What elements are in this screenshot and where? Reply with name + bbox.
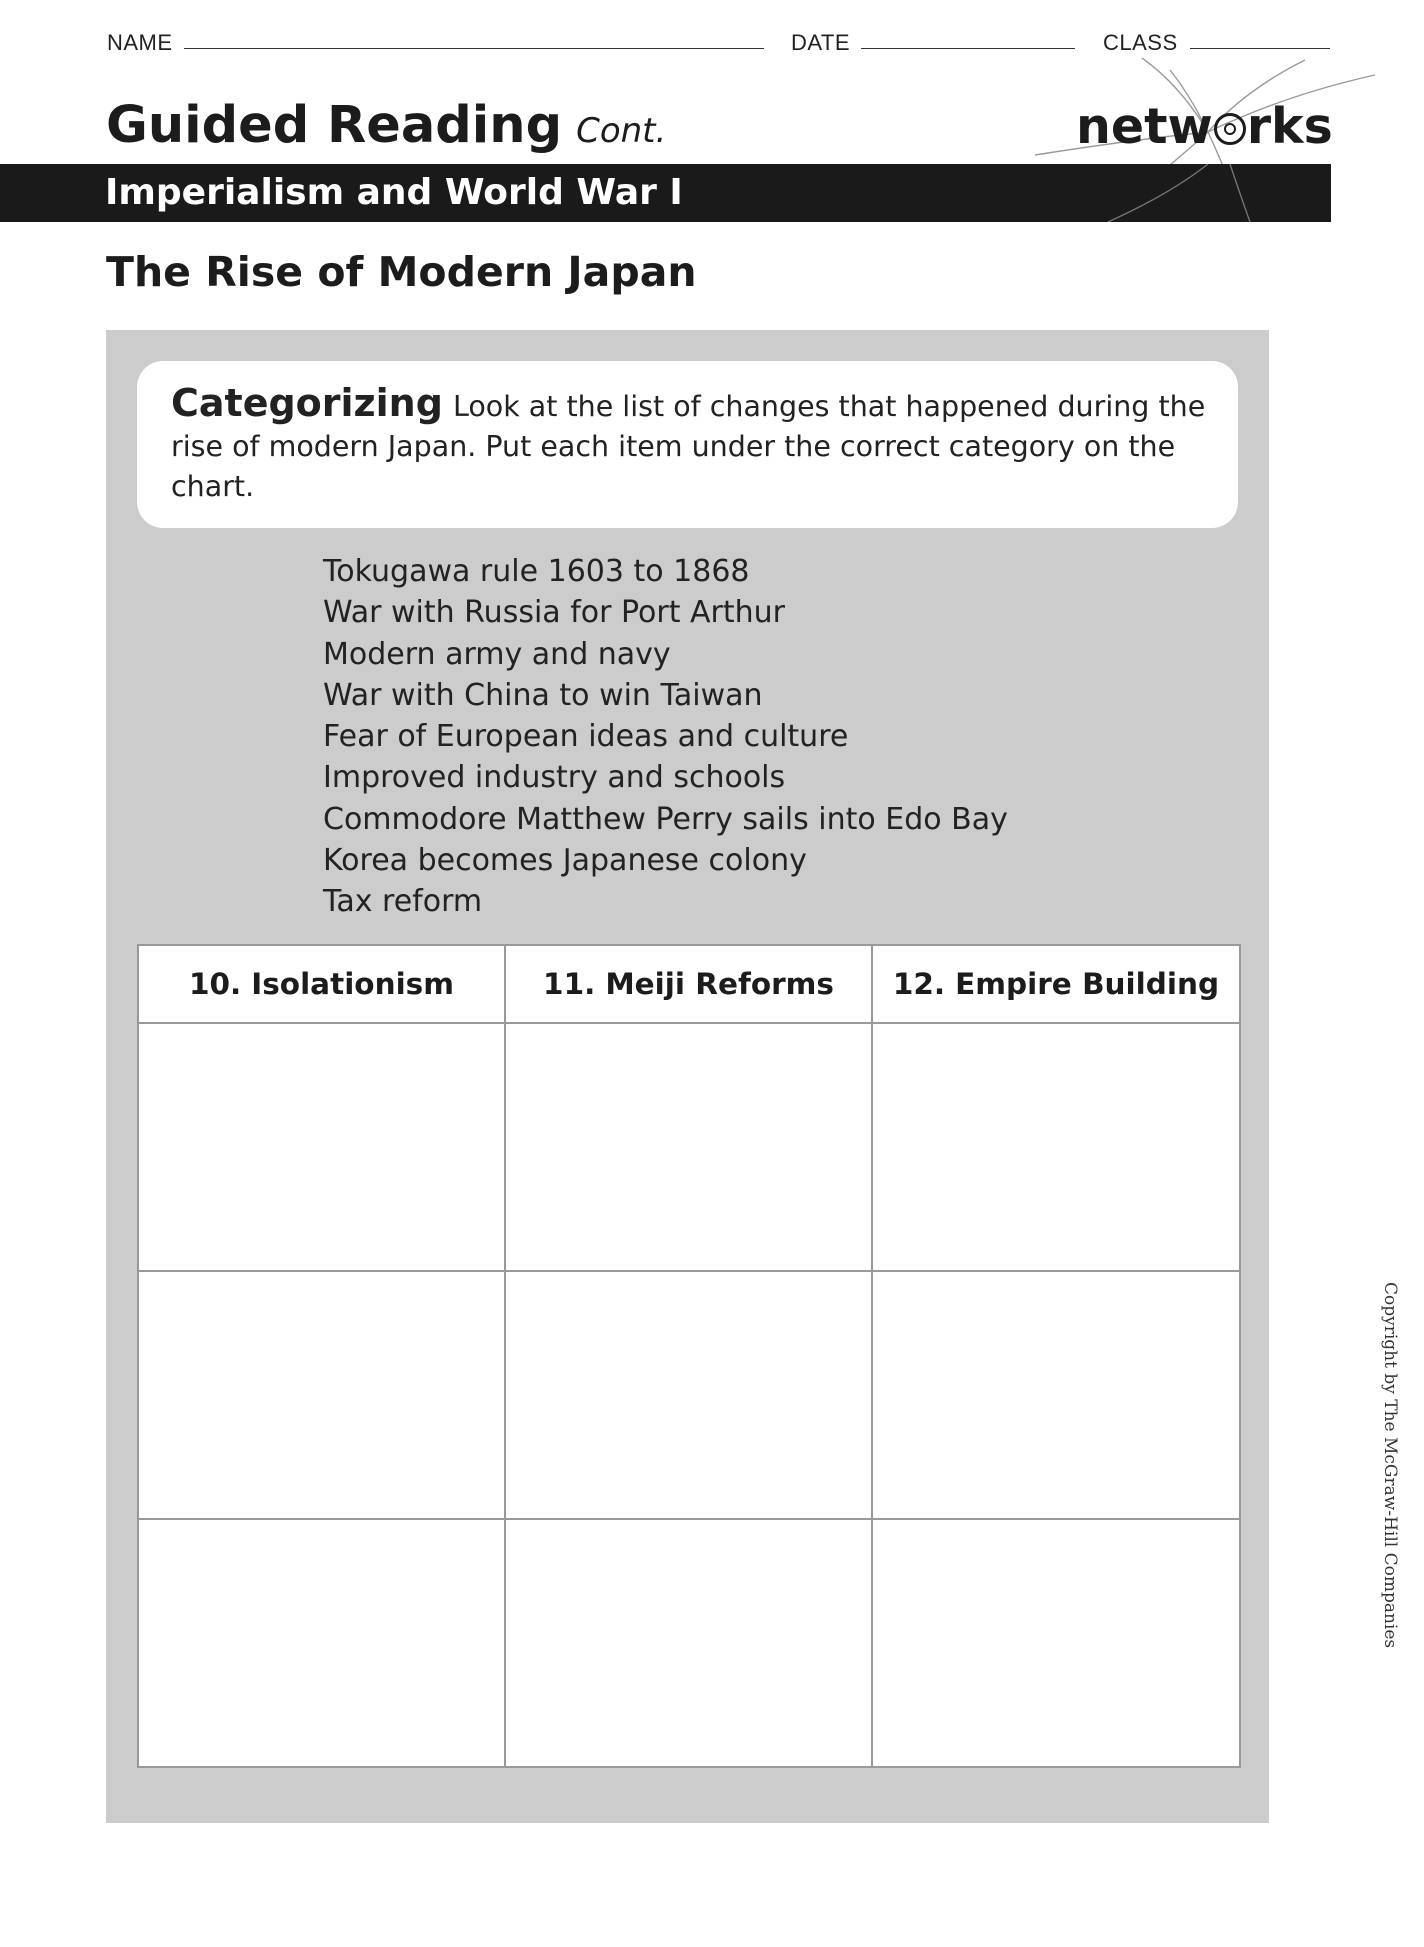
answer-cell[interactable] xyxy=(138,1023,505,1271)
list-item: Improved industry and schools xyxy=(323,760,786,796)
list-item: Tokugawa rule 1603 to 1868 xyxy=(323,554,750,589)
answer-cell[interactable] xyxy=(138,1519,505,1767)
table-row xyxy=(138,1271,1240,1519)
list-item: Commodore Matthew Perry sails into Edo Bay xyxy=(323,801,1008,837)
title-main: Guided Reading xyxy=(106,96,563,155)
name-label: NAME xyxy=(107,30,173,55)
instructions-text: Look at the list of changes that happened during the rise of modern Japan. Put each item under the correct category on the chart. xyxy=(171,390,1206,503)
name-field[interactable] xyxy=(184,48,764,49)
list-item: War with China to win Taiwan xyxy=(323,677,763,713)
list-item: Modern army and navy xyxy=(323,636,671,672)
answer-cell[interactable] xyxy=(505,1519,872,1767)
date-field[interactable] xyxy=(861,48,1075,49)
section-title: The Rise of Modern Japan xyxy=(106,248,697,296)
class-field[interactable] xyxy=(1190,48,1330,49)
table-row xyxy=(138,1519,1240,1767)
answer-cell[interactable] xyxy=(872,1519,1240,1767)
instructions-box xyxy=(137,361,1238,528)
answer-cell[interactable] xyxy=(872,1271,1240,1519)
answer-cell[interactable] xyxy=(505,1023,872,1271)
list-item: Korea becomes Japanese colony xyxy=(323,843,807,879)
banner-burst-decoration xyxy=(1090,164,1331,222)
networks-logo xyxy=(1076,98,1333,155)
title-cont: Cont. xyxy=(576,111,667,151)
class-label: CLASS xyxy=(1103,30,1178,55)
list-item: War with Russia for Port Arthur xyxy=(323,595,785,631)
column-header-empire-building: 12. Empire Building xyxy=(872,945,1240,1023)
date-label: DATE xyxy=(791,30,851,55)
column-header-meiji-reforms: 11. Meiji Reforms xyxy=(505,945,872,1023)
copyright-notice: Copyright by The McGraw-Hill Companies xyxy=(1380,1282,1400,1649)
chart-header-row xyxy=(138,945,1240,1023)
list-item: Fear of European ideas and culture xyxy=(323,719,849,755)
answer-cell[interactable] xyxy=(138,1271,505,1519)
column-header-isolationism: 10. Isolationism xyxy=(138,945,505,1023)
page-title xyxy=(106,96,666,155)
logo-text-end: rks xyxy=(1246,98,1333,155)
logo-text-start: netw xyxy=(1076,98,1213,155)
table-row xyxy=(138,1023,1240,1271)
category-chart xyxy=(137,944,1241,1768)
banner-title: Imperialism and World War I xyxy=(105,172,683,213)
change-list xyxy=(323,551,1008,923)
answer-cell[interactable] xyxy=(872,1023,1240,1271)
answer-cell[interactable] xyxy=(505,1271,872,1519)
list-item: Tax reform xyxy=(323,884,483,920)
instructions-lead: Categorizing xyxy=(171,381,443,425)
target-circle-icon xyxy=(1214,113,1246,145)
